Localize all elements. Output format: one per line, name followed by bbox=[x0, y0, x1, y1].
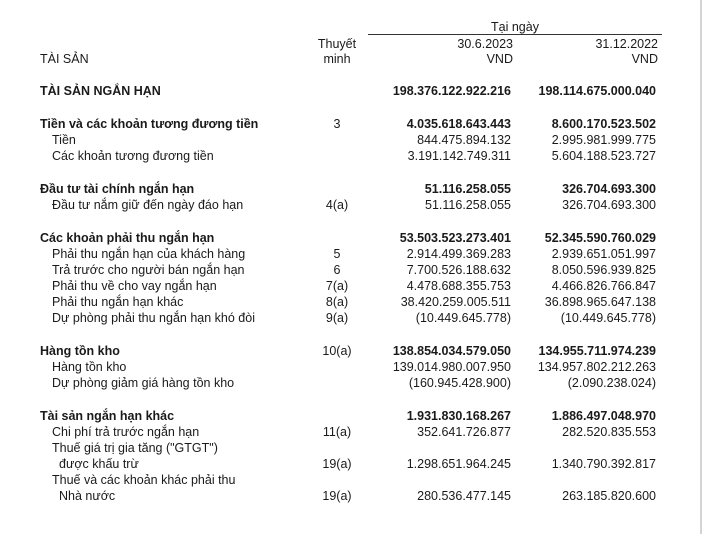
row-cash-section bbox=[0, 116, 700, 132]
col2-date: 31.12.2022 bbox=[595, 37, 658, 51]
row-cash-equivalents bbox=[0, 148, 700, 164]
col1-date: 30.6.2023 bbox=[457, 37, 513, 51]
row-label: Tiền bbox=[52, 133, 76, 147]
row-value-2023: 53.503.523.273.401 bbox=[399, 231, 511, 245]
row-label: Các khoản phải thu ngắn hạn bbox=[40, 231, 215, 245]
row-value-2022: 1.340.790.392.817 bbox=[551, 457, 656, 471]
row-value-2022: 2.939.651.051.997 bbox=[551, 247, 656, 261]
row-value-2022: 8.600.170.523.502 bbox=[551, 117, 656, 131]
row-value-2022: 326.704.693.300 bbox=[562, 198, 656, 212]
row-total-current-assets bbox=[0, 83, 700, 99]
row-value-2023: 4.035.618.643.443 bbox=[406, 117, 511, 131]
row-label: Đầu tư nắm giữ đến ngày đáo hạn bbox=[52, 198, 244, 212]
row-value-2023: 1.931.830.168.267 bbox=[406, 409, 511, 423]
row-held-to-maturity bbox=[0, 197, 700, 213]
row-loan-receivables bbox=[0, 278, 700, 294]
row-value-2022: 1.886.497.048.970 bbox=[551, 409, 656, 423]
row-value-2023: 2.914.499.369.283 bbox=[406, 247, 511, 261]
row-value-2022: 198.114.675.000.040 bbox=[538, 84, 656, 98]
row-value-2022: 263.185.820.600 bbox=[562, 489, 656, 503]
col1-unit: VND bbox=[486, 52, 513, 66]
row-label: Hàng tồn kho bbox=[52, 360, 127, 374]
row-note: 4(a) bbox=[325, 198, 349, 212]
col2-unit: VND bbox=[631, 52, 658, 66]
row-value-2023: 51.116.258.055 bbox=[424, 182, 511, 196]
row-value-2022: 134.955.711.974.239 bbox=[538, 344, 656, 358]
row-inventories bbox=[0, 359, 700, 375]
row-value-2023: 4.478.688.355.753 bbox=[406, 279, 511, 293]
row-label: Trả trước cho người bán ngắn hạn bbox=[52, 263, 245, 277]
row-trade-receivables bbox=[0, 246, 700, 262]
row-value-2022: 2.995.981.999.775 bbox=[551, 133, 656, 147]
row-value-2023: 198.376.122.922.216 bbox=[392, 84, 511, 98]
row-label: Dự phòng giảm giá hàng tồn kho bbox=[52, 376, 235, 390]
row-value-2023: 352.641.726.877 bbox=[417, 425, 511, 439]
row-value-2023: 138.854.034.579.050 bbox=[392, 344, 511, 358]
row-value-2023: 280.536.477.145 bbox=[417, 489, 511, 503]
row-short-term-prepaid bbox=[0, 424, 700, 440]
row-value-2022: 134.957.802.212.263 bbox=[537, 360, 656, 374]
row-label: Tiền và các khoản tương đương tiền bbox=[40, 117, 259, 131]
row-note: 6 bbox=[333, 263, 341, 277]
row-label: Dự phòng phải thu ngắn hạn khó đòi bbox=[52, 311, 255, 325]
row-inventory-provision bbox=[0, 375, 700, 391]
row-tax-receivable-state bbox=[0, 488, 700, 504]
row-value-2023: 7.700.526.188.632 bbox=[406, 263, 511, 277]
row-label: Phải thu ngắn hạn của khách hàng bbox=[52, 247, 246, 261]
row-value-2023: (10.449.645.778) bbox=[415, 311, 511, 325]
row-note: 10(a) bbox=[322, 344, 352, 358]
row-label: Hàng tồn kho bbox=[40, 344, 120, 358]
row-value-2022: (2.090.238.024) bbox=[567, 376, 656, 390]
row-label: Phải thu ngắn hạn khác bbox=[52, 295, 184, 309]
row-label: Các khoản tương đương tiền bbox=[52, 149, 214, 163]
row-label: Thuế giá trị gia tăng ("GTGT") bbox=[52, 441, 218, 455]
row-value-2022: 4.466.826.766.847 bbox=[551, 279, 656, 293]
row-value-2022: 36.898.965.647.138 bbox=[544, 295, 656, 309]
row-value-2022: 5.604.188.523.727 bbox=[551, 149, 656, 163]
row-label: TÀI SẢN NGẮN HẠN bbox=[40, 84, 161, 98]
row-note: 5 bbox=[333, 247, 341, 261]
row-label: Đầu tư tài chính ngắn hạn bbox=[40, 182, 195, 196]
row-value-2023: 51.116.258.055 bbox=[425, 198, 511, 212]
row-vat-deductible bbox=[0, 456, 700, 472]
row-note: 9(a) bbox=[325, 311, 349, 325]
row-doubtful-debts bbox=[0, 310, 700, 326]
row-value-2023: 844.475.894.132 bbox=[417, 133, 511, 147]
note-header-line1: Thuyết bbox=[317, 37, 357, 51]
row-value-2023: 38.420.259.005.511 bbox=[400, 295, 511, 309]
row-other-current-assets-section bbox=[0, 408, 700, 424]
row-value-2023: 1.298.651.964.245 bbox=[406, 457, 511, 471]
asset-header: TÀI SẢN bbox=[40, 52, 89, 66]
row-note: 3 bbox=[333, 117, 341, 131]
period-underline bbox=[368, 34, 662, 35]
row-other-receivables bbox=[0, 294, 700, 310]
row-value-2023: 139.014.980.007.950 bbox=[392, 360, 511, 374]
row-label: Chi phí trả trước ngắn hạn bbox=[52, 425, 200, 439]
note-header-line2: minh bbox=[323, 52, 351, 66]
row-inventories-section bbox=[0, 343, 700, 359]
row-note: 19(a) bbox=[322, 489, 352, 503]
row-value-2022: 8.050.596.939.825 bbox=[551, 263, 656, 277]
row-receivables-section bbox=[0, 230, 700, 246]
row-value-2023: 3.191.142.749.311 bbox=[407, 149, 511, 163]
row-tax-receivable-line1 bbox=[0, 472, 700, 488]
row-investments-section bbox=[0, 181, 700, 197]
row-value-2022: 326.704.693.300 bbox=[562, 182, 656, 196]
row-note: 11(a) bbox=[322, 425, 352, 439]
row-vat-line1 bbox=[0, 440, 700, 456]
row-prepayments-suppliers bbox=[0, 262, 700, 278]
row-value-2022: (10.449.645.778) bbox=[560, 311, 656, 325]
row-label: Nhà nước bbox=[59, 489, 116, 503]
row-note: 7(a) bbox=[325, 279, 349, 293]
row-value-2022: 282.520.835.553 bbox=[562, 425, 656, 439]
row-label: được khấu trừ bbox=[59, 457, 139, 471]
row-cash bbox=[0, 132, 700, 148]
row-label: Phải thu về cho vay ngắn hạn bbox=[52, 279, 217, 293]
row-value-2022: 52.345.590.760.029 bbox=[544, 231, 656, 245]
row-label: Thuế và các khoản khác phải thu bbox=[52, 473, 236, 487]
period-label: Tại ngày bbox=[491, 20, 539, 34]
row-value-2023: (160.945.428.900) bbox=[408, 376, 511, 390]
row-label: Tài sản ngắn hạn khác bbox=[40, 409, 175, 423]
row-note: 19(a) bbox=[322, 457, 352, 471]
row-note: 8(a) bbox=[325, 295, 349, 309]
